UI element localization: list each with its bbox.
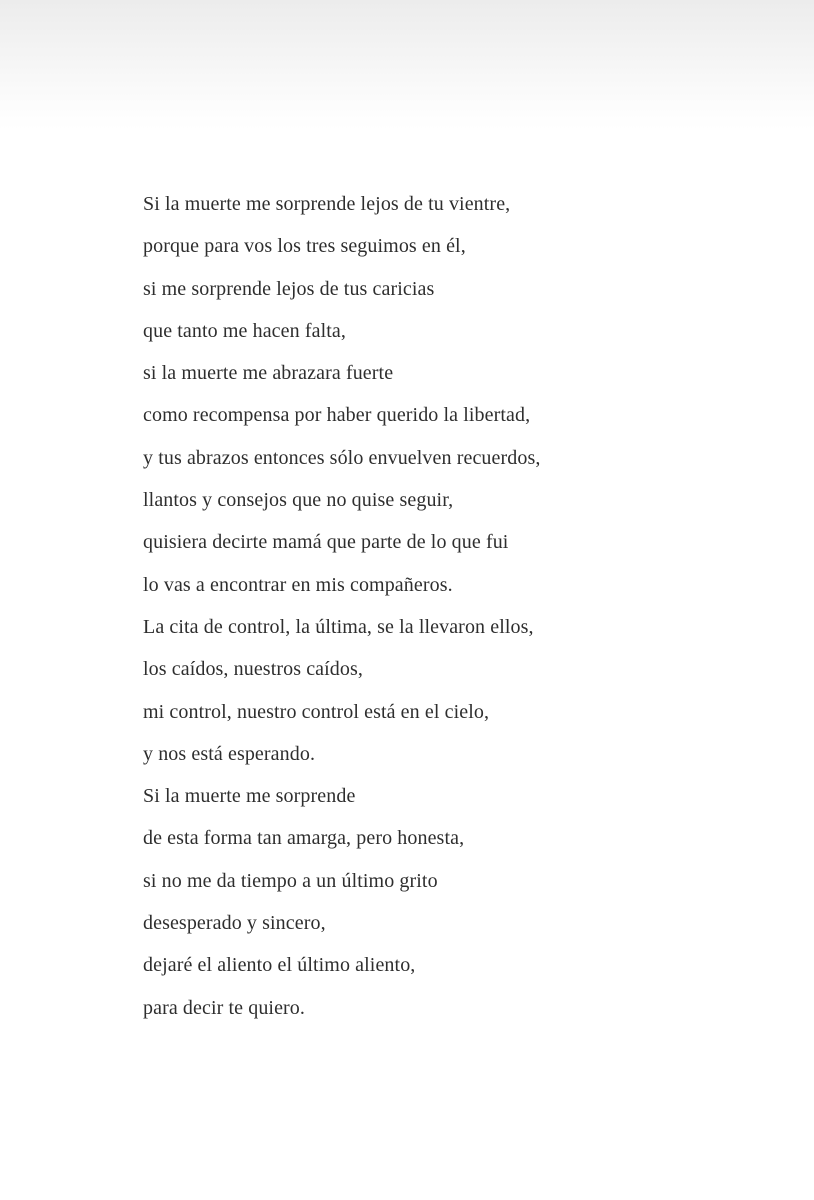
poem-line: que tanto me hacen falta, <box>143 319 346 342</box>
poem-line: Si la muerte me sorprende lejos de tu vientre, <box>143 193 511 215</box>
poem-line: mi control, nuestro control está en el cielo, <box>143 700 490 723</box>
poem-text <box>143 183 783 1029</box>
poem-line: los caídos, nuestros caídos, <box>143 658 363 681</box>
poem-line: y nos está esperando. <box>143 742 316 765</box>
poem-line: llantos y consejos que no quise seguir, <box>143 489 454 512</box>
poem-line: dejaré el aliento el último aliento, <box>143 954 416 977</box>
poem-line: de esta forma tan amarga, pero honesta, <box>143 827 465 850</box>
poem-line: La cita de control, la última, se la llevaron ellos, <box>143 615 534 638</box>
poem-line: desesperado y sincero, <box>143 912 326 935</box>
poem-line: Si la muerte me sorprende <box>143 785 356 808</box>
poem-line: si la muerte me abrazara fuerte <box>143 362 394 385</box>
top-shadow-gradient <box>0 0 814 130</box>
poem-line: si me sorprende lejos de tus caricias <box>143 277 435 300</box>
poem-line: y tus abrazos entonces sólo envuelven recuerdos, <box>143 446 541 469</box>
poem-line: como recompensa por haber querido la libertad, <box>143 404 531 427</box>
poem-line: porque para vos los tres seguimos en él, <box>143 235 466 258</box>
poem-line: para decir te quiero. <box>143 996 306 1019</box>
poem-line: quisiera decirte mamá que parte de lo que fui <box>143 531 509 554</box>
poem-line: lo vas a encontrar en mis compañeros. <box>143 573 453 596</box>
poem-line: si no me da tiempo a un último grito <box>143 869 438 892</box>
